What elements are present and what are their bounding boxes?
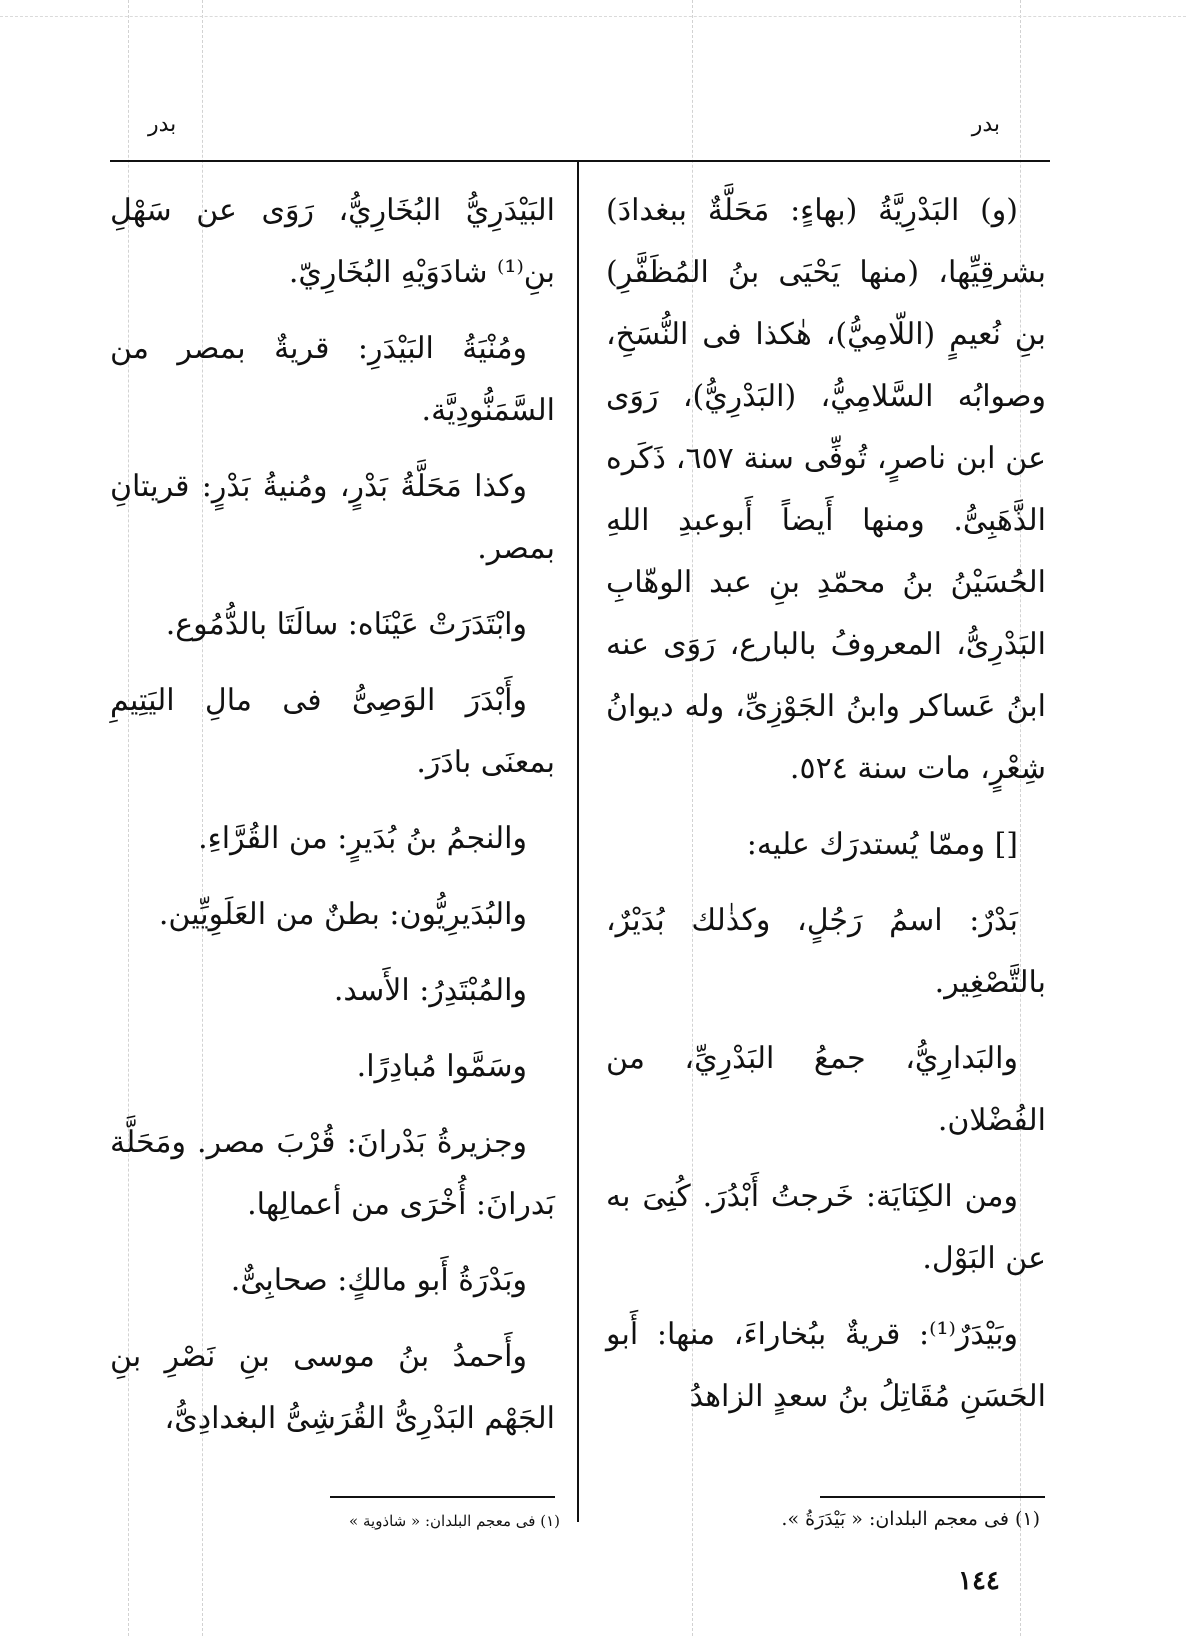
column-divider	[577, 162, 579, 1522]
guide-line	[0, 16, 1186, 17]
entry-paragraph: بَدْرٌ: اسمُ رَجُلٍ، وكذٰلك بُدَيْرٌ، بالتَّصْغِير.	[606, 903, 1046, 1000]
entry-paragraph: وأَحمدُ بنُ موسى بنِ نَصْرِ بنِ الجَهْم البَدْرِىُّ القُرَشِىُّ البغدادِىُّ،	[110, 1339, 555, 1436]
footnote-rule	[820, 1496, 1045, 1498]
entry-paragraph: والنجمُ بنُ بُدَيرٍ: من القُرَّاءِ.	[198, 821, 527, 856]
entry-paragraph: [] وممّا يُستدرَك عليه:	[746, 827, 1018, 862]
page-number: ١٤٤	[958, 1566, 1000, 1596]
right-column	[606, 180, 1046, 1442]
entry-paragraph: والبَدارِيُّ، جمعُ البَدْرِيِّ، من الفُضْلان.	[606, 1041, 1046, 1138]
entry-paragraph: ومُنْيَةُ البَيْدَرِ: قريةٌ بمصر من السَّمَنُّودِيَّة.	[110, 331, 555, 428]
left-column	[110, 180, 555, 1464]
footnote-left: (١) فى معجم البلدان: « شاذوية »	[349, 1512, 560, 1530]
entry-paragraph: والبُدَيرِيُّون: بطنٌ من العَلَوِيِّين.	[158, 897, 527, 932]
entry-paragraph: وبَدْرَةُ أَبو مالكٍ: صحابِىٌّ.	[230, 1263, 527, 1298]
footnote-right: (١) فى معجم البلدان: « بَيْدَرَةُ ».	[781, 1508, 1040, 1530]
entry-paragraph: وجزيرةُ بَدْرانَ: قُرْبَ مصر. ومَحَلَّة بَدرانَ: أُخْرَى من أعمالِها.	[110, 1125, 555, 1222]
entry-paragraph: البَيْدَرِيُّ البُخَارِيُّ، رَوَى عن سَهْلِ بنِ⁽¹⁾ شادَوَيْهِ البُخَارِيّ.	[110, 193, 555, 290]
running-header-left: بدر	[148, 112, 177, 137]
entry-paragraph: وكذا مَحَلَّةُ بَدْرٍ، ومُنيةُ بَدْرٍ: قريتانِ بمصر.	[110, 469, 555, 566]
entry-paragraph: وسَمَّوا مُبادِرًا.	[356, 1049, 527, 1084]
entry-paragraph: ومن الكِنَايَة: خَرجتُ أَبْدُرَ. كُنِىَ به عن البَوْل.	[606, 1179, 1046, 1276]
entry-paragraph: وبَيْدَرٌ⁽¹⁾: قريةٌ ببُخاراءَ، منها: أَبو الحَسَنِ مُقَاتِلُ بنُ سعدٍ الزاهدُ	[606, 1317, 1046, 1414]
running-header-right: بدر	[971, 112, 1000, 137]
entry-paragraph: وأَبْدَرَ الوَصِىُّ فى مالِ اليَتِيمِ بمعنَى بادَرَ.	[110, 683, 555, 780]
header-rule	[110, 160, 1050, 162]
entry-paragraph: والمُبْتَدِرُ: الأَسد.	[333, 973, 527, 1008]
entry-paragraph: وابْتَدَرَتْ عَيْنَاه: سالَتَا بالدُّمُوع.	[165, 607, 527, 642]
entry-paragraph: (و) البَدْرِيَّةُ (بهاءٍ: مَحَلَّةٌ ببغدادَ) بشرقِيِّها، (منها يَحْيَى بنُ المُظَفَّرِ) بنِ نُعيمٍ (اللّامِيُّ)، هٰكذا فى النُّسَخِ، وصوابُه السَّلامِيُّ، (البَدْرِيُّ)، رَوَى عن ابن ناصرٍ، تُوفِّى سنة ٦٥٧، ذَكَره الذَّهَبِىُّ. ومنها أَيضاً أَبوعبدِ اللهِ الحُسَيْنُ بنُ محمّدِ بنِ عبد الوهّابِ البَدْرِىُّ، المعروفُ بالبارع، رَوَى عنه ابنُ عَساكر وابنُ الجَوْزِىِّ، وله ديوانُ شِعْرٍ، مات سنة ٥٢٤.	[606, 193, 1046, 786]
footnote-rule	[330, 1496, 555, 1498]
